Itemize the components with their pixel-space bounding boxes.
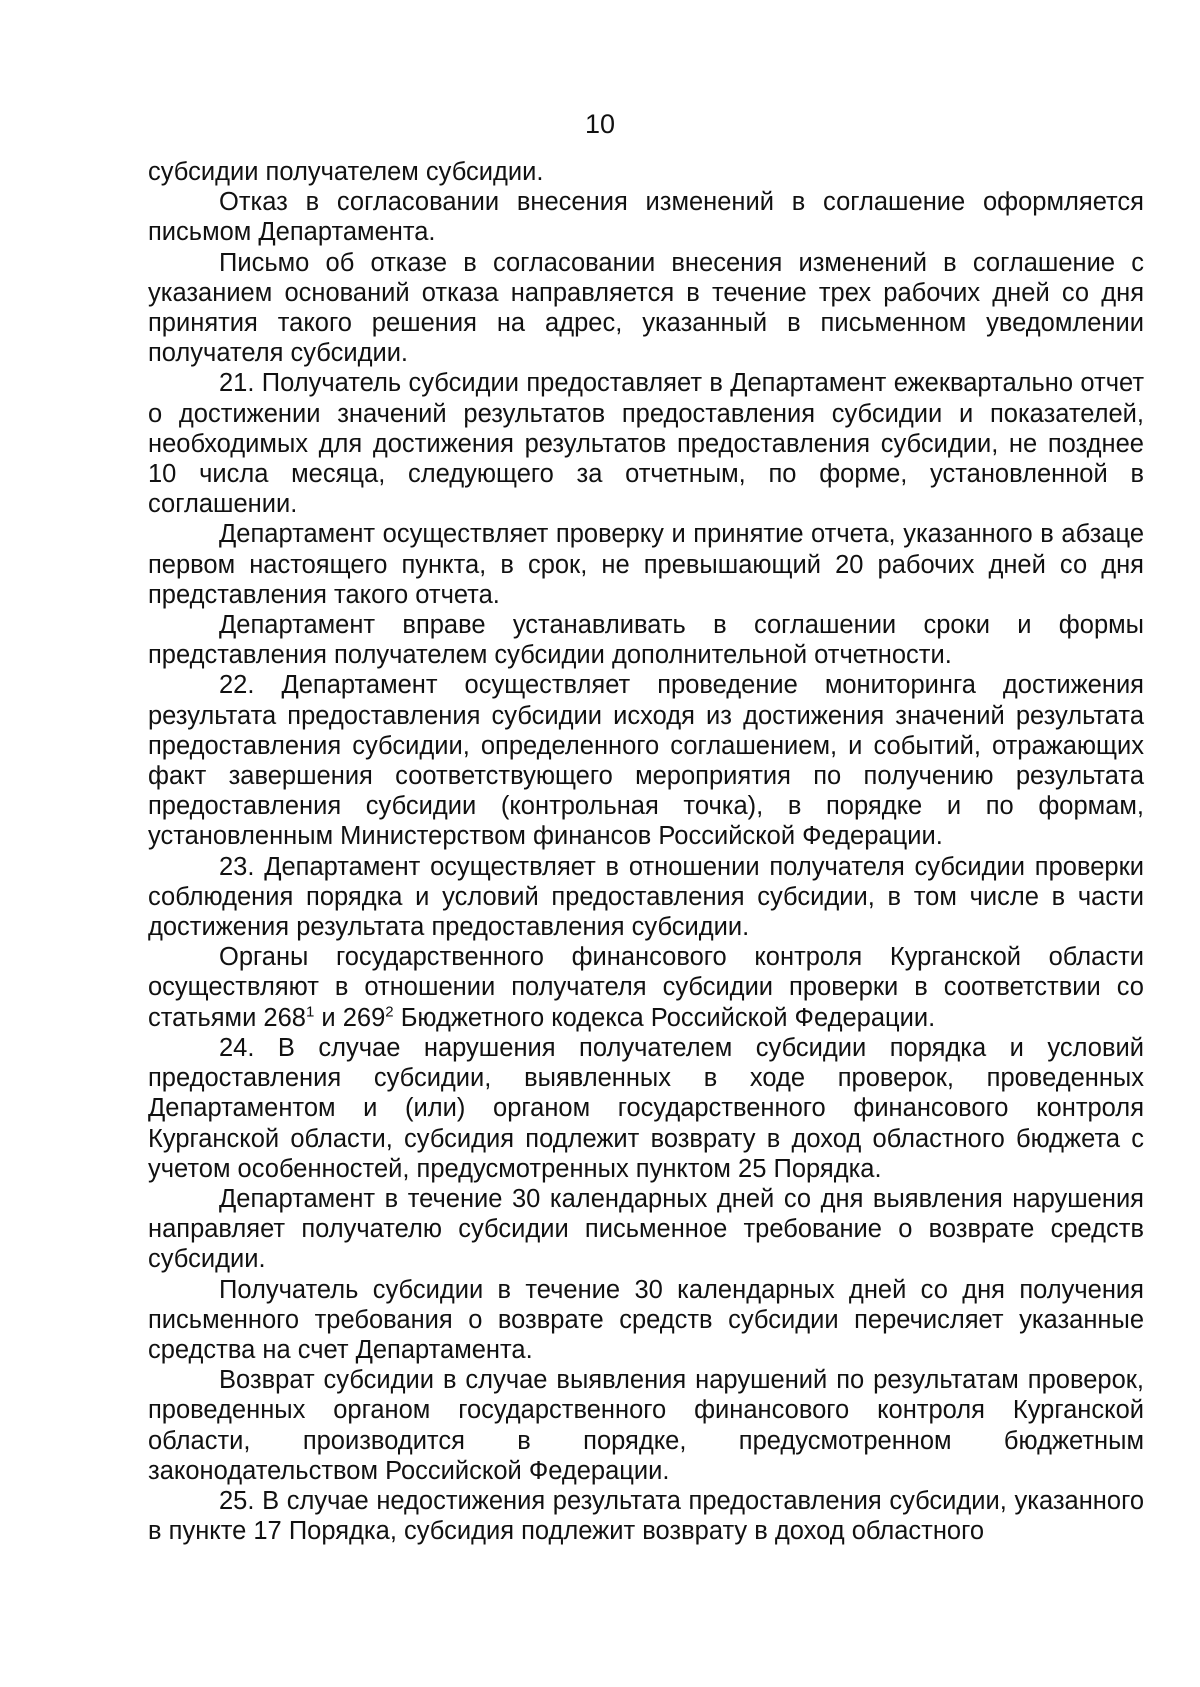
paragraph-23: 23. Департамент осуществляет в отношении получателя субсидии проверки соблюдения порядка и условий предоставления субсидии, в том числе в части достижения результата предоставления субсидии.: [148, 852, 1144, 942]
paragraph-21: 21. Получатель субсидии предоставляет в Департамент ежеквартально отчет о достижении значений результатов предоставления субсидии и показателей, необходимых для достижения результатов предоставления субсидии, не позднее 10 числа месяца, следующего за отчетным, по форме, установленной в соглашении.: [148, 369, 1144, 519]
paragraph-23-control-bodies: [148, 942, 1144, 1033]
paragraph-24-refund-order: Возврат субсидии в случае выявления нарушений по результатам проверок, проведенных органом государственного финансового контроля Курганской области, производится в порядке, предусмотренном бюджетным законодательством Российской Федерации.: [148, 1366, 1144, 1485]
footnote-superscript-1: 1: [305, 1003, 315, 1021]
paragraph-25: 25. В случае недостижения результата предоставления субсидии, указанного в пункте 17 Порядка, субсидия подлежит возврату в доход областного: [148, 1486, 1144, 1546]
paragraph-23-text-middle: и 269: [314, 1003, 386, 1032]
footnote-superscript-2: 2: [385, 1003, 394, 1021]
paragraph-continuation: субсидии получателем субсидии.: [148, 158, 544, 186]
document-body: [148, 157, 1144, 1546]
paragraph-23-text-after: Бюджетного кодекса Российской Федерации.: [393, 1003, 936, 1032]
paragraph-21-check: Департамент осуществляет проверку и принятие отчета, указанного в абзаце первом настоящего пункта, в срок, не превышающий 20 рабочих дней со дня представления такого отчета.: [148, 520, 1144, 609]
paragraph-refusal-letter: Письмо об отказе в согласовании внесения изменений в соглашение с указанием оснований отказа направляется в течение трех рабочих дней со дня принятия такого решения на адрес, указанный в письменном уведомлении получателя субсидии.: [148, 248, 1144, 368]
paragraph-24-demand: Департамент в течение 30 календарных дней со дня выявления нарушения направляет получателю субсидии письменное требование о возврате средств субсидии.: [148, 1184, 1144, 1274]
paragraph-23-text-before: Органы государственного финансового контроля Курганской области осуществляют в отношении получателя субсидии проверки в соответствии со статьями 268: [148, 943, 1144, 1032]
paragraph-22: 22. Департамент осуществляет проведение мониторинга достижения результата предоставления субсидии исходя из достижения значений результата предоставления субсидии, определенного соглашением, и событий, отражающих факт завершения соответствующего мероприятия по получению результата предоставления субсидии (контрольная точка), в порядке и по формам, установленным Министерством финансов Российской Федерации.: [148, 671, 1144, 851]
paragraph-refusal-form: Отказ в согласовании внесения изменений в соглашение оформляется письмом Департамента.: [148, 188, 1144, 247]
paragraph-24: 24. В случае нарушения получателем субсидии порядка и условий предоставления субсидии, выявленных в ходе проверок, проведенных Департаментом и (или) органом государственного финансового контроля Курганской области, субсидия подлежит возврату в доход областного бюджета с учетом особенностей, предусмотренных пунктом 25 Порядка.: [148, 1033, 1144, 1183]
page-number: 10: [584, 109, 616, 139]
paragraph-24-transfer: Получатель субсидии в течение 30 календарных дней со дня получения письменного требования о возврате средств субсидии перечисляет указанные средства на счет Департамента.: [148, 1275, 1144, 1364]
paragraph-21-extra-reporting: Департамент вправе устанавливать в соглашении сроки и формы представления получателем субсидии дополнительной отчетности.: [148, 611, 1144, 670]
